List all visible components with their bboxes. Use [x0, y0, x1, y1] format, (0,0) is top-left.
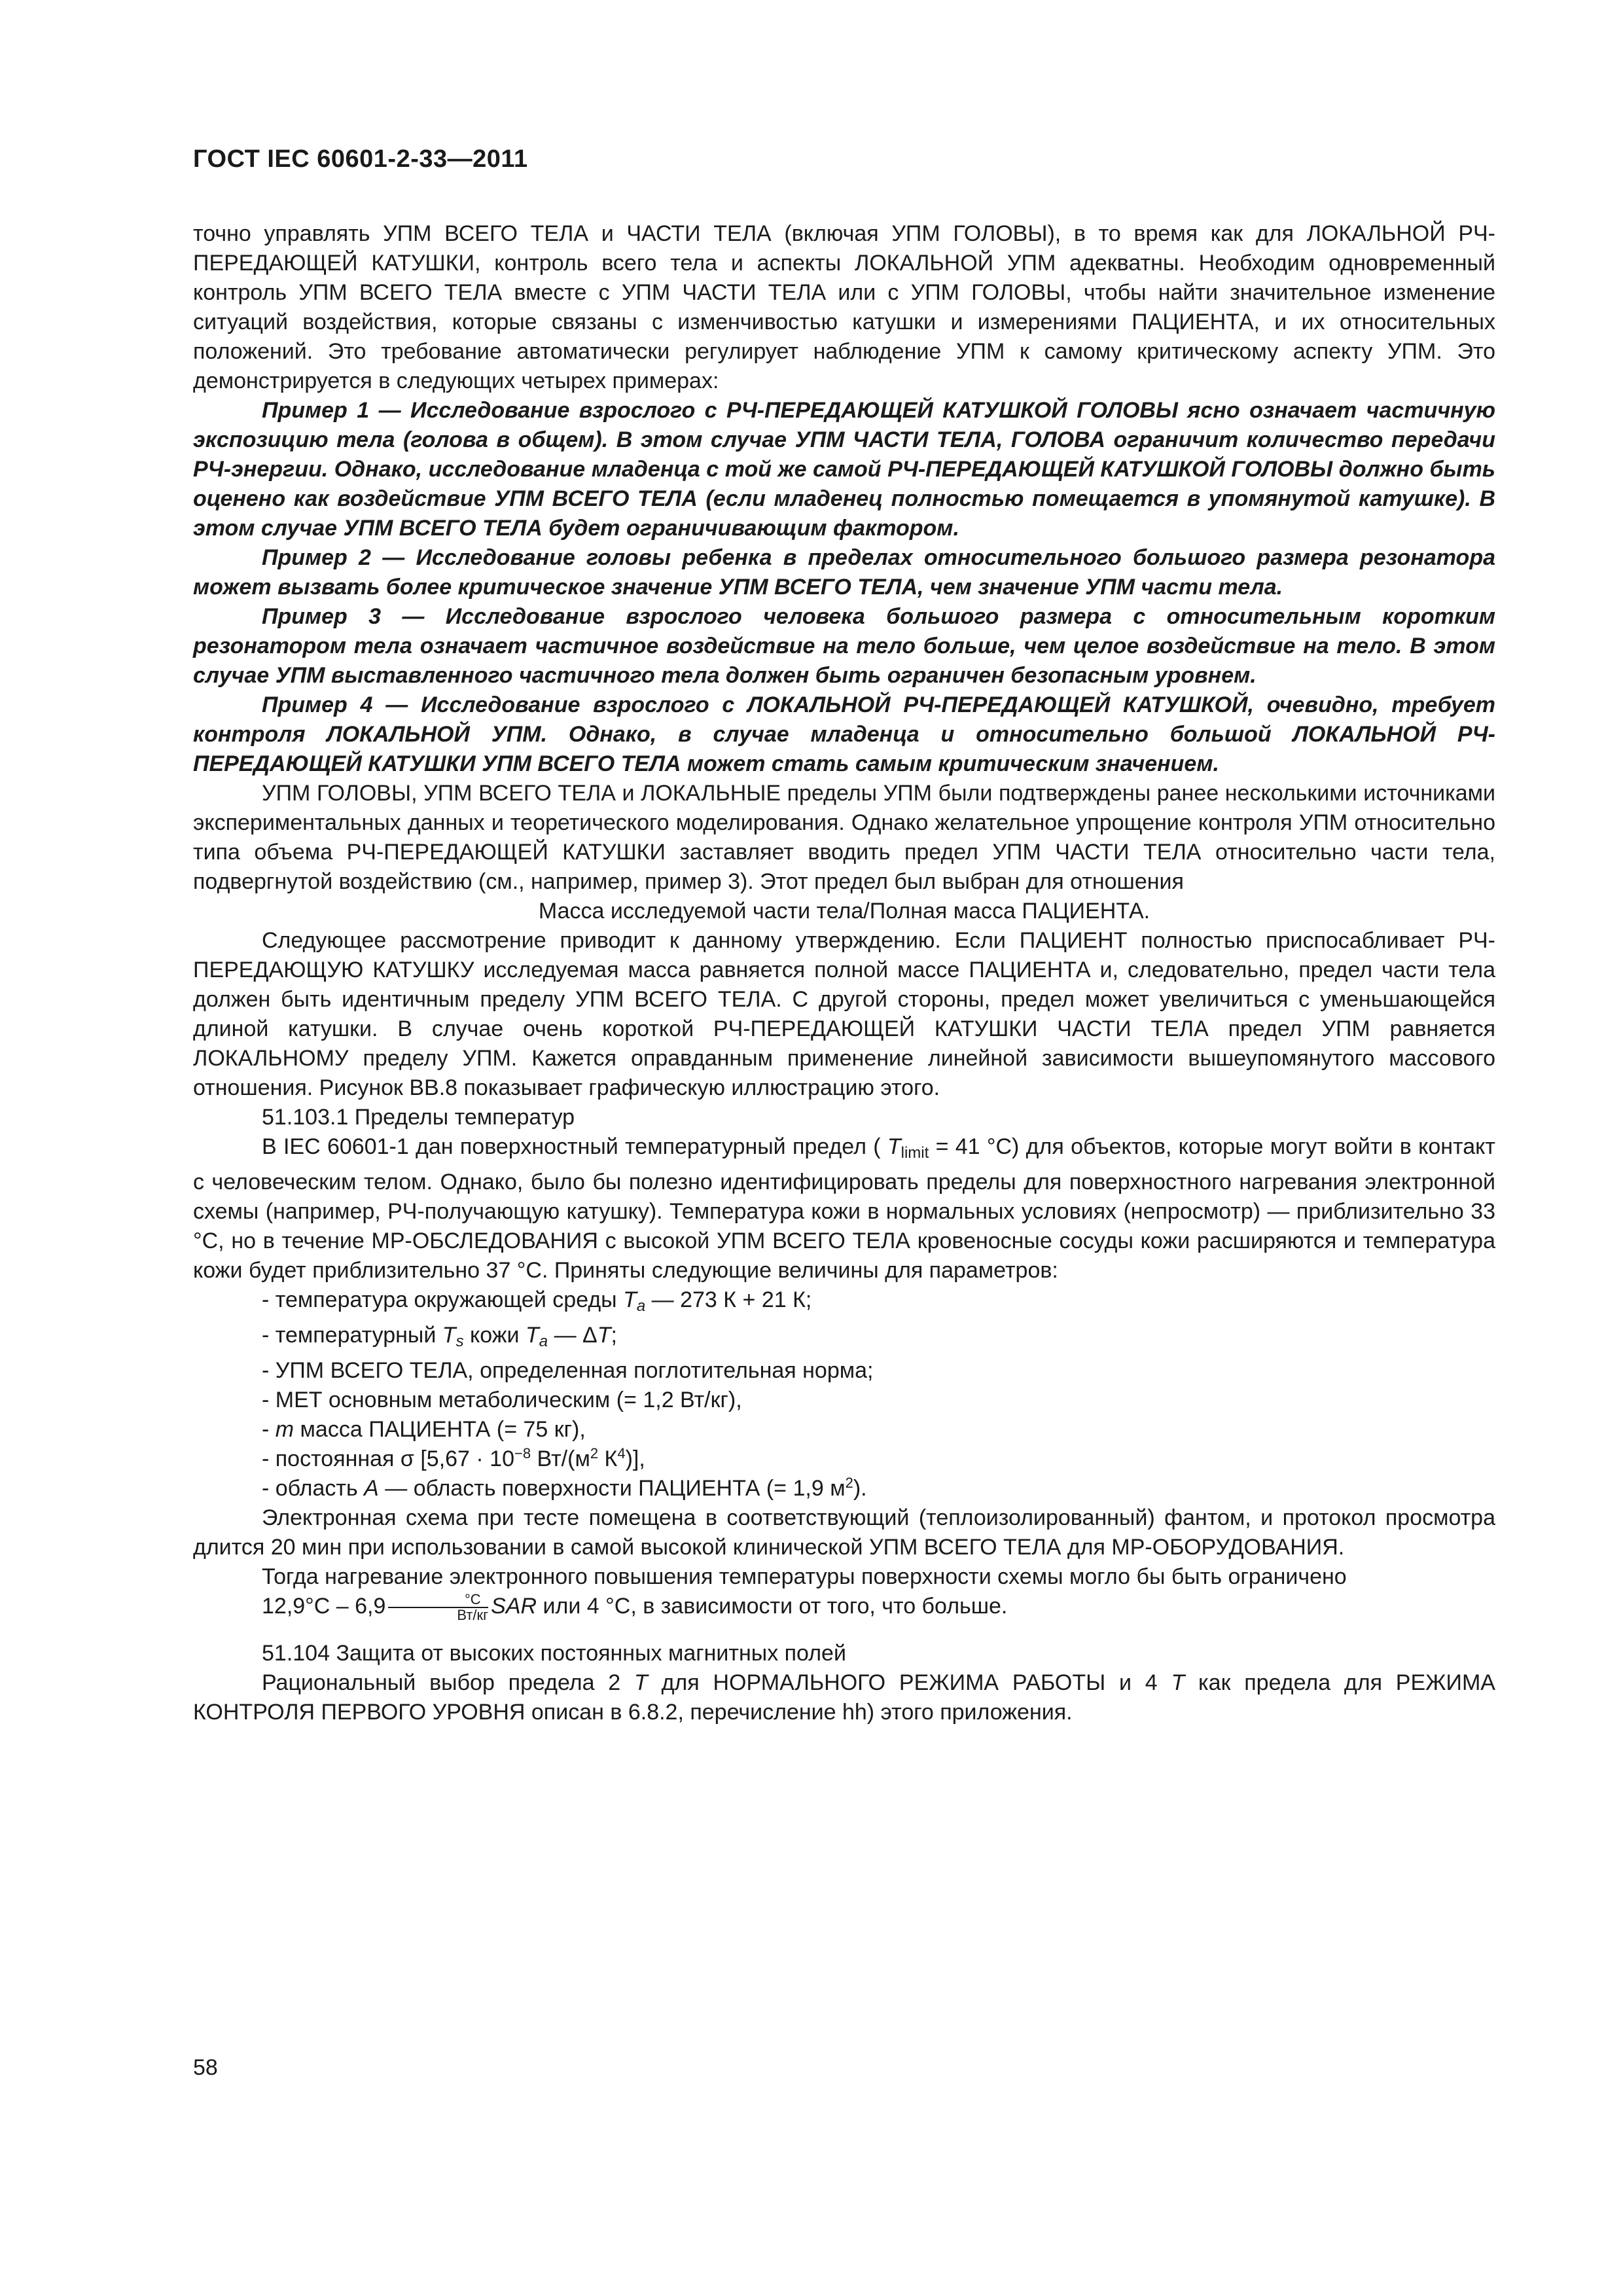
temperature-formula: 12,9°С – 6,9 $\frac{^\circ С}{Вт/кг}$ SAR или 4 °С, в зависимости от того, что больше. [262, 1591, 1008, 1624]
mass-ratio: Масса исследуемой части тела/Полная масса ПАЦИЕНТА. [538, 899, 1150, 924]
example-4: Пример 4 — Исследование взрослого с ЛОКАЛЬНОЙ РЧ-ПЕРЕДАЮЩЕЙ КАТУШКОЙ, очевидно, требует контроля ЛОКАЛЬНОЙ УПМ. Однако, в случае младенца и относительно большой ЛОКАЛЬНОЙ РЧ-ПЕРЕДАЮЩЕЙ КАТУШКИ УПМ ВСЕГО ТЕЛА может стать самым критическим значением. [193, 692, 1495, 776]
list-item: - МЕТ основным метаболическим (= 1,2 Вт/кг), [262, 1388, 742, 1412]
paragraph: УПМ ГОЛОВЫ, УПМ ВСЕГО ТЕЛА и ЛОКАЛЬНЫЕ пределы УПМ были подтверждены ранее несколькими источниками экспериментальных данных и теоретического моделирования. Однако желательное упрощение контроля УПМ относительно типа объема РЧ-ПЕРЕДАЮЩЕЙ КАТУШКИ заставляет вводить предел УПМ ЧАСТИ ТЕЛА относительно части тела, подвергнутой воздействию (см., например, пример 3). Этот предел был выбран для отношения [193, 781, 1495, 894]
list-item: - область A — область поверхности ПАЦИЕНТА (= 1,9 $м^2$). [262, 1475, 867, 1501]
list-item: - постоянная σ [$5,67 \cdot 10^{-8}$ $Вт/(м^2$ $К^4$)], [262, 1445, 645, 1471]
document-body [193, 219, 1495, 1727]
list-item: - m масса ПАЦИЕНТА (= 75 кг), [262, 1417, 586, 1442]
document-header: ГОСТ IEC 60601-2-33—2011 [193, 145, 528, 173]
paragraph: точно управлять УПМ ВСЕГО ТЕЛА и ЧАСТИ ТЕЛА (включая УПМ ГОЛОВЫ), в то время как для ЛОКАЛЬНОЙ РЧ-ПЕРЕДАЮЩЕЙ КАТУШКИ, контроль всего тела и аспекты ЛОКАЛЬНОЙ УПМ адекватны. Необходим одновременный контроль УПМ ВСЕГО ТЕЛА вместе с УПМ ЧАСТИ ТЕЛА или с УПМ ГОЛОВЫ, чтобы найти значительное изменение ситуаций воздействия, которые связаны с изменчивостью катушки и измерениями ПАЦИЕНТА, и их относительных положений. Это требование автоматически регулирует наблюдение УПМ к самому критическому аспекту УПМ. Это демонстрируется в следующих четырех примерах: [193, 221, 1495, 393]
section-heading: 51.104 Защита от высоких постоянных магнитных полей [262, 1641, 846, 1666]
fraction: $\frac{^\circ С}{Вт/кг}$ [388, 1592, 488, 1623]
section-heading: 51.103.1 Пределы температур [262, 1105, 575, 1130]
list-item: - температура окружающей среды $T_a$ — 273 К + 21 К; [262, 1287, 812, 1315]
example-3: Пример 3 — Исследование взрослого человека большого размера с относительным коротким резонатором тела означает частичное воздействие на тело больше, чем целое воздействие на тело. В этом случае УПМ выставленного частичного тела должен быть ограничен безопасным уровнем. [193, 604, 1495, 688]
list-item: - УПМ ВСЕГО ТЕЛА, определенная поглотительная норма; [262, 1358, 874, 1383]
list-item: - температурный $T_s$ кожи $T_a$ — ΔT; [262, 1323, 617, 1350]
page-number: 58 [193, 2055, 218, 2080]
paragraph: Тогда нагревание электронного повышения температуры поверхности схемы могло бы быть ограничено [262, 1564, 1347, 1589]
example-2: Пример 2 — Исследование головы ребенка в пределах относительного большого размера резонатора может вызвать более критическое значение УПМ ВСЕГО ТЕЛА, чем значение УПМ части тела. [193, 545, 1495, 600]
paragraph: Электронная схема при тесте помещена в соответствующий (теплоизолированный) фантом, и протокол просмотра длится 20 мин при использовании в самой высокой клинической УПМ ВСЕГО ТЕЛА для МР-ОБОРУДОВАНИЯ. [193, 1505, 1495, 1560]
example-1: Пример 1 — Исследование взрослого с РЧ-ПЕРЕДАЮЩЕЙ КАТУШКОЙ ГОЛОВЫ ясно означает частичную экспозицию тела (голова в общем). В этом случае УПМ ЧАСТИ ТЕЛА, ГОЛОВА ограничит количество передачи РЧ-энергии. Однако, исследование младенца с той же самой РЧ-ПЕРЕДАЮЩЕЙ КАТУШКОЙ ГОЛОВЫ должно быть оценено как воздействие УПМ ВСЕГО ТЕЛА (если младенец полностью помещается в упомянутой катушке). В этом случае УПМ ВСЕГО ТЕЛА будет ограничивающим фактором. [193, 398, 1495, 541]
paragraph: Следующее рассмотрение приводит к данному утверждению. Если ПАЦИЕНТ полностью приспосабливает РЧ-ПЕРЕДАЮЩУЮ КАТУШКУ исследуемая масса равняется полной массе ПАЦИЕНТА и, следовательно, предел части тела должен быть идентичным пределу УПМ ВСЕГО ТЕЛА. С другой стороны, предел может увеличиться с уменьшающейся длиной катушки. В случае очень короткой РЧ-ПЕРЕДАЮЩЕЙ КАТУШКИ ЧАСТИ ТЕЛА предел УПМ равняется ЛОКАЛЬНОМУ пределу УПМ. Кажется оправданным применение линейной зависимости вышеупомянутого массового отношения. Рисунок ВВ.8 показывает графическую иллюстрацию этого. [193, 928, 1495, 1100]
paragraph: Рациональный выбор предела 2 T для НОРМАЛЬНОГО РЕЖИМА РАБОТЫ и 4 T как предела для РЕЖИМА КОНТРОЛЯ ПЕРВОГО УРОВНЯ описан в 6.8.2, перечисление hh) этого приложения. [193, 1670, 1495, 1725]
paragraph: В IEC 60601-1 дан поверхностный температурный предел ( $T_{limit} = 41$ °С) для объектов, которые могут войти в контакт с человеческим телом. Однако, было бы полезно идентифицировать пределы для поверхностного нагревания электронной схемы (например, РЧ-получающую катушку). Температура кожи в нормальных условиях (непросмотр) — приблизительно 33 °С, но в течение МР-ОБСЛЕДОВАНИЯ с высокой УПМ ВСЕГО ТЕЛА кровеносные сосуды кожи расширяются и температура кожи будет приблизительно 37 °С. Приняты следующие величины для параметров: [193, 1134, 1496, 1283]
